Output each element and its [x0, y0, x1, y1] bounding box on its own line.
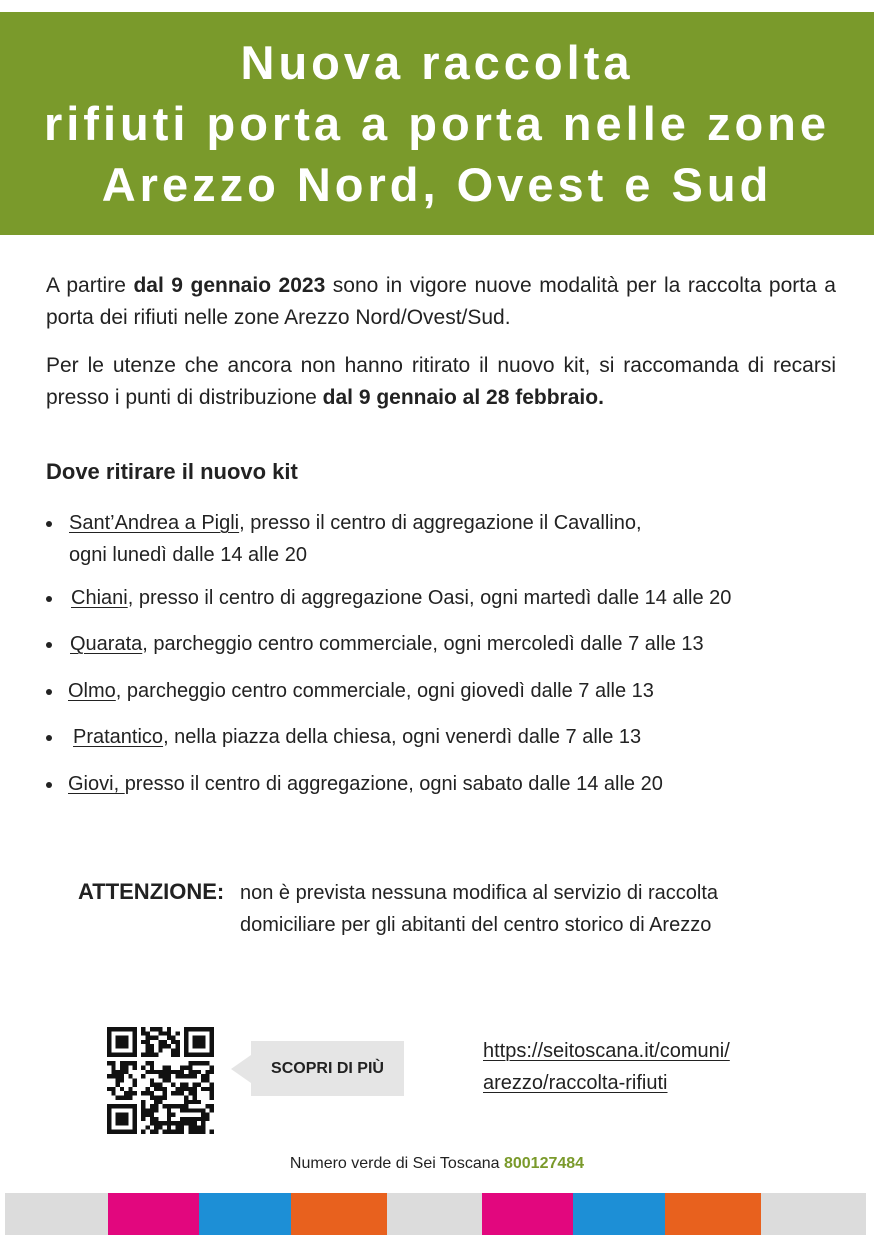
- kit-pickup-text: Per le utenze che ancora non hanno ritirato il nuovo kit, si raccomanda di recarsi presso i punti di distribuzione: [46, 354, 836, 409]
- location-name: Quarata: [70, 633, 143, 655]
- header-title-line-3: Arezzo Nord, Ovest e Sud: [101, 158, 773, 211]
- list-item: [46, 675, 836, 707]
- header-title-line-2: rifiuti porta a porta nelle zone: [43, 97, 831, 150]
- location-name: Chiani: [71, 587, 128, 609]
- color-block-magenta: [108, 1193, 199, 1235]
- kit-pickup-dates: dal 9 gennaio al 28 febbraio.: [322, 386, 604, 409]
- color-block-gray: [761, 1193, 866, 1235]
- bullet-icon: [46, 735, 52, 741]
- list-item: [46, 628, 836, 660]
- location-detail: , presso il centro di aggregazione il Cavallino,: [239, 512, 642, 534]
- url-line-2: arezzo/raccolta-rifiuti: [483, 1072, 668, 1094]
- toll-free-label: Numero verde di Sei Toscana: [289, 1155, 504, 1172]
- color-block-blue: [573, 1193, 665, 1235]
- header-banner: [0, 12, 874, 235]
- attention-text: non è prevista nessuna modifica al servizio di raccolta domiciliare per gli abitanti del centro storico di Arezzo: [240, 882, 719, 936]
- location-name: Pratantico: [73, 726, 164, 748]
- color-block-gray: [5, 1193, 108, 1235]
- intro-text-start: A partire: [46, 274, 134, 297]
- location-name: Giovi,: [68, 773, 125, 795]
- location-schedule: ogni lunedì dalle 14 alle 20: [69, 544, 307, 566]
- color-block-gray: [387, 1193, 482, 1235]
- scopri-button[interactable]: SCOPRI DI PIÙ: [251, 1041, 404, 1096]
- qr-code-icon[interactable]: [107, 1027, 214, 1134]
- list-item: [46, 507, 836, 571]
- bullet-icon: [46, 689, 52, 695]
- attention-label: ATTENZIONE:: [78, 879, 225, 904]
- location-detail: , parcheggio centro commerciale, ogni mercoledì dalle 7 alle 13: [142, 633, 704, 655]
- header-title-line-1: Nuova raccolta: [240, 36, 634, 89]
- list-item: [46, 768, 836, 800]
- website-link[interactable]: [483, 1035, 823, 1099]
- location-detail: , nella piazza della chiesa, ogni venerdì dalle 7 alle 13: [163, 726, 642, 748]
- color-block-blue: [199, 1193, 291, 1235]
- intro-paragraph: [46, 270, 836, 334]
- pointer-arrow-icon: [231, 1055, 251, 1083]
- bullet-icon: [46, 782, 52, 788]
- color-block-magenta: [482, 1193, 573, 1235]
- kit-pickup-paragraph: [46, 350, 836, 414]
- brand-color-bar: [5, 1193, 866, 1235]
- location-name: Sant’Andrea a Pigli: [69, 512, 240, 534]
- location-detail: presso il centro di aggregazione, ogni sabato dalle 14 alle 20: [124, 773, 663, 795]
- bullet-icon: [46, 521, 52, 527]
- location-detail: , presso il centro di aggregazione Oasi, ogni martedì dalle 14 alle 20: [127, 587, 732, 609]
- location-name: Olmo: [68, 680, 116, 702]
- bullet-icon: [46, 642, 52, 648]
- intro-text-end: sono in vigore nuove modalità per la raccolta porta a porta dei rifiuti nelle zone Arezzo Nord/Ovest/Sud.: [46, 274, 836, 329]
- color-block-orange: [665, 1193, 761, 1235]
- section-title-kit: Dove ritirare il nuovo kit: [46, 459, 298, 484]
- bullet-icon: [46, 596, 52, 602]
- color-block-orange: [291, 1193, 387, 1235]
- url-line-1: https://seitoscana.it/comuni/: [483, 1040, 730, 1062]
- toll-free-digits: 800127484: [503, 1155, 585, 1172]
- intro-start-date: dal 9 gennaio 2023: [133, 274, 326, 297]
- list-item: [46, 721, 836, 753]
- toll-free-number: [0, 1153, 874, 1175]
- location-detail: , parcheggio centro commerciale, ogni giovedì dalle 7 alle 13: [115, 680, 654, 702]
- list-item: [46, 582, 836, 614]
